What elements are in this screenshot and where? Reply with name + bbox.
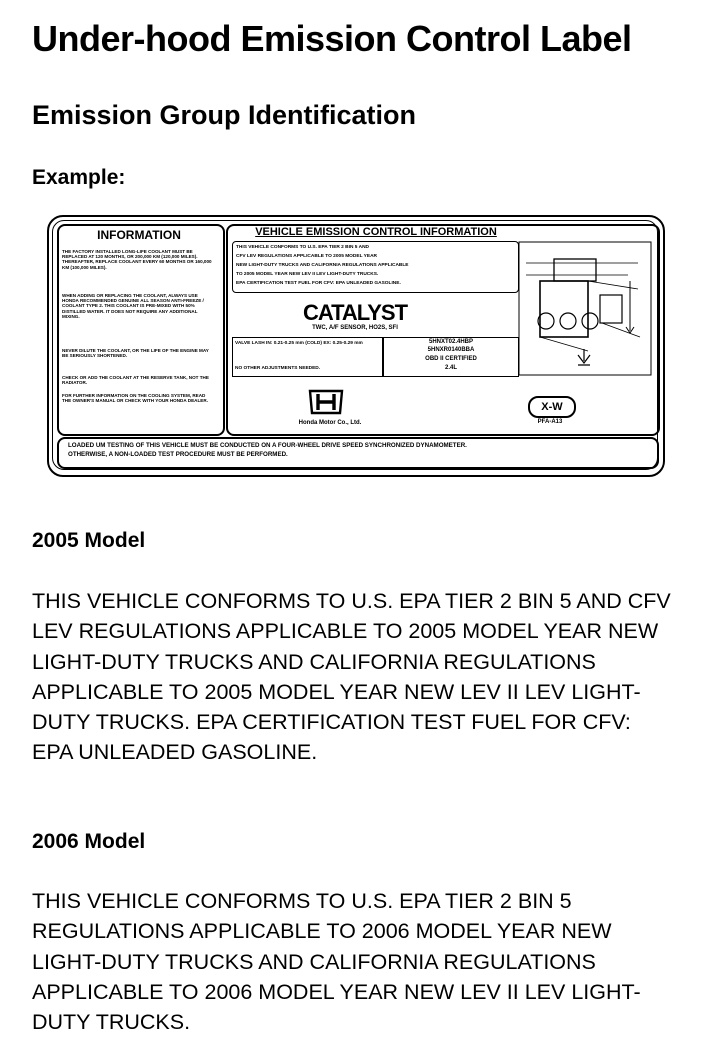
info-item: FOR FURTHER INFORMATION ON THE COOLING SYSTEM, READ THE OWNER'S MANUAL OR CHECK WITH YOUR HONDA DEALER.	[62, 393, 208, 404]
diagram-border	[519, 242, 651, 375]
information-title: INFORMATION	[97, 228, 181, 242]
vacuum-hose-diagram	[518, 241, 652, 376]
catalyst-heading: CATALYST	[302, 300, 408, 325]
conformance-line: TO 2005 MODEL YEAR NEW LEV II LEV LIGHT-DUTY TRUCKS.	[236, 272, 379, 277]
intake-manifold	[554, 259, 596, 281]
info-item: THE FACTORY INSTALLED LONG-LIFE COOLANT MUST BE REPLACED AT 120 MONTHS, OR 200,000 KM (120,000 MILES). THEREAFTER, REPLACE COOLANT EVERY 60 MONTHS OR 160,000 KM (100,000 MILES).	[62, 249, 212, 270]
pfa-code: PFA-A13	[537, 419, 563, 425]
valve-lash-spec: VALVE LASH IN: 0.21-0.25 mm (COLD) EX: 0.25-0.29 mm	[235, 341, 363, 346]
info-item: CHECK OR ADD THE COOLANT AT THE RESERVE TANK, NOT THE RADIATOR.	[62, 375, 209, 386]
info-item: NEVER DILUTE THE COOLANT, OR THE LIFE OF THE ENGINE MAY BE SERIOUSLY SHORTENED.	[62, 348, 209, 359]
testing-notice-line: LOADED UM TESTING OF THIS VEHICLE MUST BE CONDUCTED ON A FOUR-WHEEL DRIVE SPEED SYNCHRONIZED DYNAMOMETER.	[68, 442, 467, 449]
section-subtitle: Emission Group Identification	[32, 100, 417, 130]
evap-family: 5HNXR0140BBA	[427, 347, 475, 353]
egr-valve	[560, 313, 576, 329]
conformance-line: CFV LEV REGULATIONS APPLICABLE TO 2005 MODEL YEAR	[236, 254, 377, 259]
page-title: Under-hood Emission Control Label	[32, 18, 632, 59]
front-arrow	[626, 281, 634, 333]
engine-family: 5HNXT02.4HBP	[428, 339, 473, 345]
example-label: Example:	[32, 166, 126, 189]
vehicle-emission-title: VEHICLE EMISSION CONTROL INFORMATION	[255, 226, 497, 238]
evap-canister	[600, 295, 622, 323]
conformance-line: NEW LIGHT-DUTY TRUCKS AND CALIFORNIA REGULATIONS APPLICABLE	[236, 263, 409, 268]
model-2005-text: THIS VEHICLE CONFORMS TO U.S. EPA TIER 2 BIN 5 AND CFV LEV REGULATIONS APPLICABLE TO 2005 MODEL YEAR NEW LIGHT-DUTY TRUCKS AND CALIFORNIA REGULATIONS APPLICABLE TO 2005 MODEL YEAR NEW LEV II LEV LIGHT-DUTY TRUCKS. EPA CERTIFICATION TEST FUEL FOR CFV: EPA UNLEADED GASOLINE.	[32, 589, 671, 765]
testing-notice-line: OTHERWISE, A NON-LOADED TEST PROCEDURE MUST BE PERFORMED.	[68, 451, 288, 458]
no-adjustments-text: NO OTHER ADJUSTMENTS NEEDED.	[235, 366, 321, 371]
conformance-line: THIS VEHICLE CONFORMS TO U.S. EPA TIER 2 BIN 5 AND	[236, 245, 369, 250]
conformance-line: EPA CERTIFICATION TEST FUEL FOR CFV: EPA UNLEADED GASOLINE.	[236, 281, 401, 286]
catalyst-subtext: TWC, A/F SENSOR, HO2S, SFI	[312, 325, 398, 331]
xw-code: X-W	[528, 396, 576, 418]
model-2005-heading: 2005 Model	[32, 529, 146, 552]
displacement: 2.4L	[444, 365, 457, 371]
model-2006-text: THIS VEHICLE CONFORMS TO U.S. EPA TIER 2 BIN 5 REGULATIONS APPLICABLE TO 2006 MODEL YEAR NEW LIGHT-DUTY TRUCKS AND CALIFORNIA REGULATIONS APPLICABLE TO 2006 MODEL YEAR NEW LEV II LEV LIGHT-DUTY TRUCKS.	[32, 889, 641, 1035]
model-2006-heading: 2006 Model	[32, 830, 146, 853]
info-item: WHEN ADDING OR REPLACING THE COOLANT, ALWAYS USE HONDA RECOMMENDED GENUINE ALL SEASON ANTI-FREEZE / COOLANT TYPE 2. THIS COOLANT IS PRE-MIXED WITH 50% DISTILLED WATER. IT DOES NOT REQUIRE ANY ADDITIONAL MIXING.	[62, 293, 204, 319]
honda-logo-icon	[306, 388, 346, 416]
pcv-valve	[582, 313, 598, 329]
front-indicator-icon	[578, 349, 590, 365]
manufacturer-name: Honda Motor Co., Ltd.	[298, 420, 362, 426]
obd-certified: OBD II CERTIFIED	[425, 356, 477, 362]
